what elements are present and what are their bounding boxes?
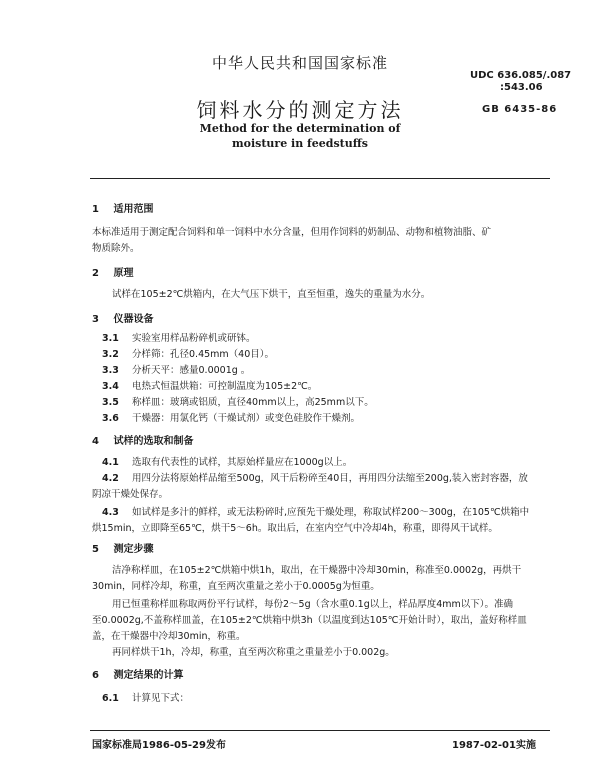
section-title: 仪器设备 — [113, 314, 154, 325]
section-6-heading — [92, 666, 183, 681]
section-2-heading — [92, 264, 133, 279]
section-number: 5 — [92, 544, 99, 555]
document-title-cn: 饲料水分的测定方法 — [196, 98, 404, 122]
paragraph-line: 洁净称样皿，在105±2℃烘箱中烘1h，取出，在干燥器中冷却30min，称准至0.0002g，再烘干 — [112, 565, 522, 576]
section-number: 6 — [92, 670, 99, 681]
list-item-continuation: 烘15min，立即降至65℃，烘干5～6h。取出后，在室内空气中冷却4h，称重，即得风干试样。 — [92, 523, 498, 534]
section-3-heading — [92, 310, 153, 325]
section-title: 测定步骤 — [113, 544, 154, 555]
section-number: 4 — [92, 436, 99, 447]
udc-code: UDC 636.085/.087 — [470, 70, 572, 81]
list-item: 3.1 实验室用样品粉碎机或研钵。 — [102, 333, 256, 344]
section-number: 1 — [92, 204, 99, 215]
section-number: 2 — [92, 268, 99, 279]
national-standard-heading: 中华人民共和国国家标准 — [211, 54, 388, 72]
section-1-line-2: 物质除外。 — [92, 243, 140, 254]
header-divider — [90, 178, 550, 179]
effective-date: 1987-02-01实施 — [452, 740, 536, 751]
list-item: 6.1 计算见下式： — [102, 693, 190, 704]
section-title: 原理 — [113, 268, 134, 279]
list-item: 3.3 分析天平：感量0.0001g 。 — [102, 365, 251, 376]
section-title: 适用范围 — [113, 204, 154, 215]
list-item-continuation: 阴凉干燥处保存。 — [92, 489, 169, 500]
list-item: 3.5 称样皿：玻璃或铝质，直径40mm以上，高25mm以下。 — [102, 397, 374, 408]
paragraph-line: 用已恒重称样皿称取两份平行试样，每份2～5g（含水重0.1g以上，样品厚度4mm以下）。准确 — [112, 599, 514, 610]
section-1-line-1: 本标准适用于测定配合饲料和单一饲料中水分含量，但用作饲料的奶制品、动物和植物油脂、矿 — [92, 227, 492, 238]
footer-divider — [90, 730, 550, 731]
list-item: 4.3 如试样是多汁的鲜样，或无法粉碎时,应预先干燥处理，称取试样200～300g，在105℃烘箱中 — [102, 507, 530, 518]
paragraph-line: 30min，同样冷却，称重，直至两次重量之差小于0.0005g为恒重。 — [92, 581, 380, 592]
issue-date: 国家标准局1986-05-29发布 — [92, 740, 226, 751]
gb-code: GB 6435-86 — [482, 104, 558, 115]
section-5-heading — [92, 540, 153, 555]
document-title-en-line2: moisture in feedstuffs — [232, 137, 368, 150]
list-item: 4.2 用四分法将原始样品缩至500g，风干后粉碎至40目，再用四分法缩至200g,装入密封容器，放 — [102, 473, 528, 484]
section-4-heading — [92, 432, 193, 447]
document-title-en-line1: Method for the determination of — [199, 122, 401, 135]
paragraph-line: 至0.0002g,不盖称样皿盖，在105±2℃烘箱中烘3h（以温度到达105℃开始计时），取出，盖好称样皿 — [92, 615, 527, 626]
section-number: 3 — [92, 314, 99, 325]
list-item: 3.2 分样筛：孔径0.45mm（40目）。 — [102, 349, 274, 360]
paragraph-line: 盖，在干燥器中冷却30min，称重。 — [92, 631, 246, 642]
udc-code-continued: :543.06 — [500, 82, 543, 93]
section-2-text: 试样在105±2℃烘箱内，在大气压下烘干，直至恒重，逸失的重量为水分。 — [112, 289, 431, 300]
paragraph-line: 再同样烘干1h，冷却，称重，直至两次称重之重量差小于0.002g。 — [112, 647, 395, 658]
list-item: 4.1 选取有代表性的试样，其原始样量应在1000g以上。 — [102, 457, 353, 468]
list-item: 3.6 干燥器：用氯化钙（干燥试剂）或变色硅胶作干燥剂。 — [102, 413, 361, 424]
section-1-heading — [92, 200, 153, 215]
list-item: 3.4 电热式恒温烘箱：可控制温度为105±2℃。 — [102, 381, 318, 392]
section-title: 测定结果的计算 — [113, 670, 184, 681]
section-title: 试样的选取和制备 — [113, 436, 194, 447]
